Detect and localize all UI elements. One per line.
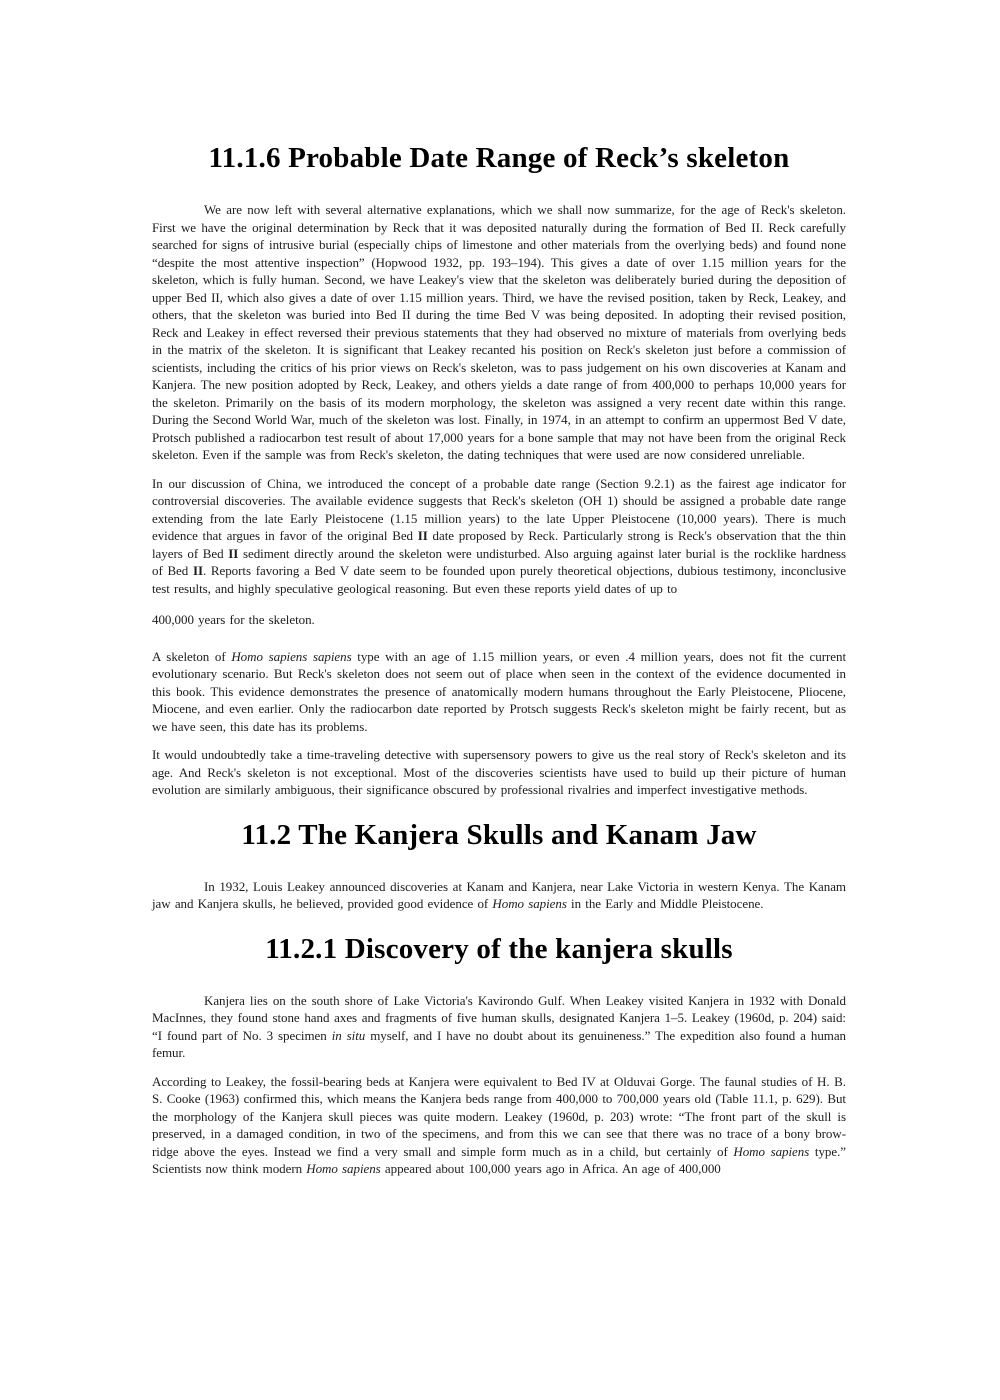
text-segment: In our discussion of China, we introduced the concept of a probable date range (Section 9.2.1) as the fairest age indicator for controversial discoveries. The available evidence suggests that Reck's skeleton (OH 1) should be assigned a probable date range extending from the late Early Pleistocene (1.15 million years) to the late Upper Pleistocene (10,000 years). There is much evidence that argues in favor of the original Bed: [152, 475, 846, 543]
paragraph: [152, 611, 846, 629]
paragraph: [152, 992, 846, 1062]
text-segment: Kanjera lies on the south shore of Lake Victoria's Kavirondo Gulf. When Leakey visited Kanjera in 1932 with Donald MacInnes, they found stone hand axes and fragments of five human skulls, designated Kanjera 1–5. Leakey (1960d, p. 204) said: “I found part of No. 3 specimen: [152, 992, 846, 1043]
document-content: [152, 140, 846, 1189]
text-segment: date proposed by Reck. Particularly strong is Reck's observation that the thin layers of Bed: [152, 528, 846, 561]
bold-text-segment: II: [417, 528, 428, 543]
section-heading-level-2: 11.2 The Kanjera Skulls and Kanam Jaw: [241, 818, 757, 851]
text-segment: We are now left with several alternative explanations, which we shall now summarize, for the age of Reck's skeleton. First we have the original determination by Reck that it was deposited naturally during the formation of Bed II. Reck carefully searched for signs of intrusive burial (especially chips of limestone and other materials from the overlying beds) and found none “despite the most attentive inspection” (Hopwood 1932, pp. 193–194). This gives a date of over 1.15 million years for the skeleton, which is fully human. Second, we have Leakey's view that the skeleton was deliberately buried during the deposition of upper Bed II, which also gives a date of over 1.15 million years. Third, we have the revised position, taken by Reck, Leakey, and others, that the skeleton was buried into Bed II during the time Bed V was being deposited. In adopting their revised position, Reck and Leakey in effect reversed their previous statements that they had observed no mixture of materials from overlying beds in the matrix of the skeleton. It is significant that Leakey recanted his position on Reck's skeleton just before a commission of scientists, including the critics of his prior views on Reck's skeleton, was to pass judgement on his own discoveries at Kanam and Kanjera. The new position adopted by Reck, Leakey, and others yields a date range of from 400,000 to perhaps 10,000 years for the skeleton. Primarily on the basis of its modern morphology, the skeleton was assigned a very recent date within this range. During the Second World War, much of the skeleton was lost. Finally, in 1974, in an attempt to confirm an uppermost Bed V date, Protsch published a radiocarbon test result of about 17,000 years for a bone sample that may not have been from the original Reck skeleton. Even if the sample was from Reck's skeleton, the dating techniques that were used are now considered unreliable.: [152, 202, 846, 462]
text-segment: It would undoubtedly take a time-traveling detective with supersensory powers to give us the real story of Reck's skeleton and its age. And Reck's skeleton is not exceptional. Most of the discoveries scientists have used to build up their picture of human evolution are similarly ambiguous, their significance obscured by professional rivalries and imperfect investigative methods.: [152, 747, 846, 797]
paragraph: [152, 475, 846, 598]
bold-text-segment: II: [228, 545, 239, 561]
text-segment: According to Leakey, the fossil-bearing beds at Kanjera were equivalent to Bed IV at Olduvai Gorge. The faunal studies of H. B. S. Cooke (1963) confirmed this, which means the Kanjera beds range from 400,000 to 700,000 years old (Table 11.1, p. 629). But the morphology of the Kanjera skull pieces was quite modern. Leakey (1960d, p. 203) wrote: “The front part of the skull is preserved, in a damaged condition, in two of the specimens, and from this we can see that there was no trace of a bony brow-ridge above the eyes. Instead we find a very small and simple form much as in a child, but certainly of: [152, 1073, 846, 1159]
paragraph: [152, 746, 846, 799]
text-segment: type.” Scientists now think modern: [152, 1143, 846, 1176]
paragraph: [152, 878, 846, 913]
text-segment: In 1932, Louis Leakey announced discoveries at Kanam and Kanjera, near Lake Victoria in western Kenya. The Kanam jaw and Kanjera skulls, he believed, provided good evidence of: [152, 878, 846, 911]
text-segment: 400,000 years for the skeleton.: [152, 612, 315, 627]
italic-text-segment: Homo sapiens: [306, 1161, 381, 1176]
paragraph: [152, 1073, 846, 1178]
section-heading-level-1: 11.1.6 Probable Date Range of Reck’s skeleton: [208, 142, 790, 174]
italic-text-segment: in situ: [331, 1027, 366, 1043]
paragraph: [152, 648, 846, 736]
text-segment: in the Early and Middle Pleistocene.: [566, 896, 764, 911]
italic-text-segment: Homo sapiens: [733, 1143, 810, 1159]
paragraph: [152, 201, 846, 464]
text-segment: . Reports favoring a Bed V date seem to be founded upon purely theoretical objections, dubious testimony, inconclusive test results, and highly speculative geological reasoning. But even these reports yield dates of up to: [152, 563, 847, 596]
text-segment: A skeleton of: [152, 648, 232, 664]
section-heading-level-2: 11.2.1 Discovery of the kanjera skulls: [265, 932, 733, 965]
italic-text-segment: Homo sapiens: [492, 896, 567, 911]
italic-text-segment: Homo sapiens sapiens: [231, 648, 352, 664]
text-segment: myself, and I have no doubt about its genuineness.” The expedition also found a human femur.: [152, 1027, 846, 1060]
text-segment: type with an age of 1.15 million years, or even .4 million years, does not fit the current evolutionary scenario. But Reck's skeleton does not seem out of place when seen in the context of the evidence documented in this book. This evidence demonstrates the presence of anatomically modern humans throughout the Early Pleistocene, Pliocene, Miocene, and even earlier. Only the radiocarbon date reported by Protsch suggests Reck's skeleton might be fairly recent, but as we have seen, this date has its problems.: [152, 648, 847, 734]
text-segment: appeared about 100,000 years ago in Africa. An age of 400,000: [380, 1161, 721, 1176]
text-segment: sediment directly around the skeleton were undisturbed. Also arguing against later burial is the rocklike hardness of Bed: [152, 545, 846, 578]
bold-text-segment: II: [192, 563, 203, 578]
